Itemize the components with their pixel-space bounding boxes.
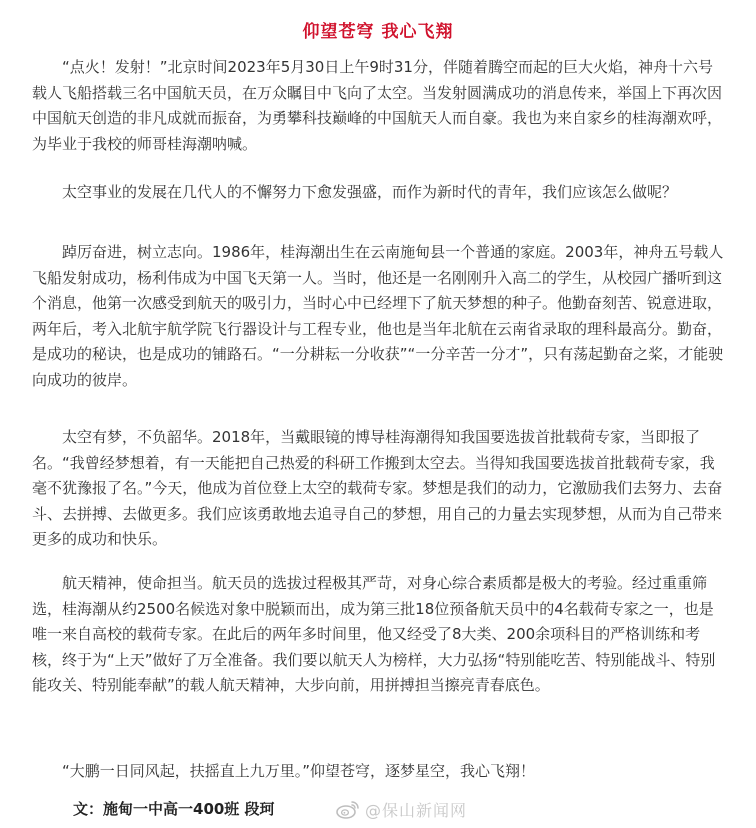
article-title: 仰望苍穹 我心飞翔 [302,22,454,43]
author-signature: 文：施甸一中高一400班 段珂 [73,800,275,818]
watermark [336,796,467,822]
paragraph-5: 航天精神，使命担当。航天员的选拔过程极其严苛，对身心综合素质都是极大的考验。经过重重筛选，桂海潮从约2500名候选对象中脱颖而出，成为第三批18位预备航天员中的4名载荷专家之一，也是唯一来自高校的载荷专家。在此后的两年多时间里，他又经受了8大类、200余项科目的严格训练和考核，终于为“上天”做好了万全准备。我们要以航天人为榜样，大力弘扬“特别能吃苦、特别能战斗、特别能攻关、特别能奉献”的载人航天精神，大步向前，用拼搏担当擦亮青春底色。 [32,574,716,695]
paragraph-6: “大鹏一日同风起，扶摇直上九万里。”仰望苍穹，逐梦星空，我心飞翔！ [62,762,536,780]
weibo-logo-icon [336,799,360,819]
watermark-text: @保山新闻网 [365,800,468,820]
paragraph-4: 太空有梦，不负韶华。2018年，当戴眼镜的博导桂海潮得知我国要选拔首批载荷专家，当即报了名。“我曾经梦想着，有一天能把自己热爱的科研工作搬到太空去。当得知我国要选拔首批载荷专家，我毫不犹豫报了名。”今天，他成为首位登上太空的载荷专家。梦想是我们的动力，它激励我们去努力、去奋斗、去拼搏、去做更多。我们应该勇敢地去追寻自己的梦想，用自己的力量去实现梦想，从而为自己带来更多的成功和快乐。 [32,428,723,549]
paragraph-2: 太空事业的发展在几代人的不懈努力下愈发强盛，而作为新时代的青年，我们应该怎么做呢？ [62,183,678,201]
paragraph-1: “点火！发射！”北京时间2023年5月30日上午9时31分，伴随着腾空而起的巨大火焰，神舟十六号载人飞船搭载三名中国航天员，在万众瞩目中飞向了太空。当发射圆满成功的消息传来，举国上下再次因中国航天创造的非凡成就而振奋，为勇攀科技巅峰的中国航天人而自豪。我也为来自家乡的桂海潮欢呼，为毕业于我校的师哥桂海潮呐喊。 [32,58,723,153]
paragraph-3: 踔厉奋进，树立志向。1986年，桂海潮出生在云南施甸县一个普通的家庭。2003年，神舟五号载人飞船发射成功，杨利伟成为中国飞天第一人。当时，他还是一名刚刚升入高二的学生，从校园广播听到这个消息，他第一次感受到航天的吸引力，当时心中已经埋下了航天梦想的种子。他勤奋刻苦、锐意进取，两年后，考入北航宇航学院飞行器设计与工程专业，他也是当年北航在云南省录取的理科最高分。勤奋，是成功的秘诀，也是成功的铺路石。“一分耕耘一分收获”“一分辛苦一分才”，只有荡起勤奋之桨，才能驶向成功的彼岸。 [32,243,724,389]
